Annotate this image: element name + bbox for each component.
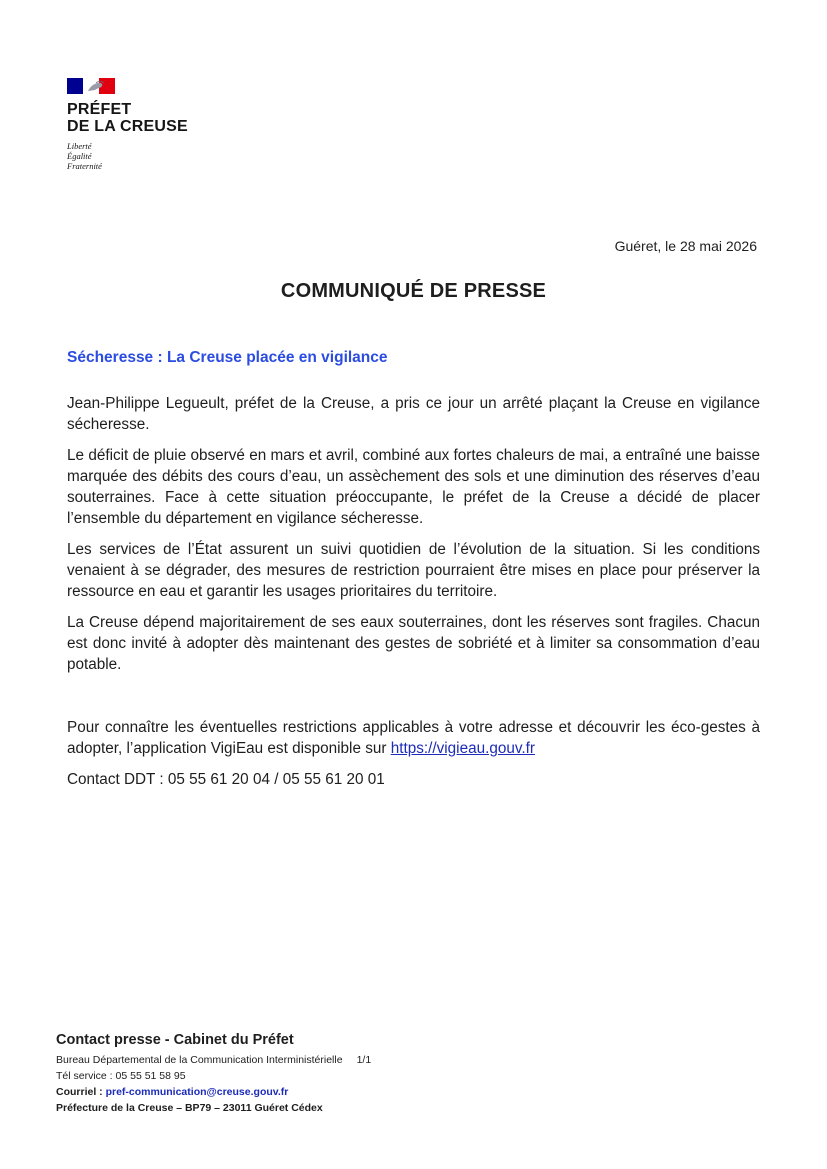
footer-courriel-label: Courriel : <box>56 1086 106 1098</box>
marianne-logo <box>86 80 108 92</box>
document-title: COMMUNIQUÉ DE PRESSE <box>280 280 547 302</box>
footer-address: Préfecture de la Creuse – BP79 – 23011 Guéret Cédex <box>56 1102 323 1114</box>
page-number: 1/1 <box>356 1054 372 1066</box>
devise-liberte: Liberté <box>67 141 92 151</box>
devise <box>67 141 188 171</box>
paragraph-3: Les services de l’État assurent un suivi quotidien de l’évolution de la situation. Si les conditions venaient à se dégrader, des mesures de restriction pourraient être mises en place pour préserver la ressource en eau et garantir les usages prioritaires du territoire. <box>67 541 760 600</box>
footer-email-link[interactable]: pref-communication@creuse.gouv.fr <box>105 1086 289 1098</box>
footer-courriel-line <box>56 1084 371 1100</box>
footer-tel: Tél service : 05 55 51 58 95 <box>56 1070 186 1082</box>
prefet-label: PRÉFET <box>67 101 132 118</box>
footer-bureau-line <box>56 1052 371 1068</box>
footer-bureau: Bureau Départemental de la Communication Interministérielle <box>56 1054 343 1066</box>
vigieau-text: Pour connaître les éventuelles restrictions applicables à votre adresse et découvrir les éco-gestes à adopter, l’application VigiEau est disponible sur <box>67 719 760 757</box>
devise-egalite: Égalité <box>67 151 92 161</box>
press-subtitle: Sécheresse : La Creuse placée en vigilance <box>67 349 388 366</box>
prefecture-logo <box>67 78 188 171</box>
contact-ddt: Contact DDT : 05 55 61 20 04 / 05 55 61 20 01 <box>67 771 385 788</box>
paragraph-4: La Creuse dépend majoritairement de ses eaux souterraines, dont les réserves sont fragiles. Chacun est donc invité à adopter dès maintenant des gestes de sobriété et à limiter sa consommation d’eau potable. <box>67 614 760 673</box>
vigieau-paragraph <box>67 717 760 759</box>
vigieau-link[interactable]: https://vigieau.gouv.fr <box>390 740 535 757</box>
devise-fraternite: Fraternité <box>67 161 102 171</box>
footer-title: Contact presse - Cabinet du Préfet <box>56 1032 294 1048</box>
paragraph-1: Jean-Philippe Legueult, préfet de la Creuse, a pris ce jour un arrêté plaçant la Creuse en vigilance sécheresse. <box>67 395 760 433</box>
footer <box>56 1032 371 1116</box>
press-body <box>67 393 760 800</box>
department-label: DE LA CREUSE <box>67 118 188 135</box>
paragraph-2: Le déficit de pluie observé en mars et avril, combiné aux fortes chaleurs de mai, a entraîné une baisse marquée des débits des cours d’eau, un assèchement des sols et une diminution des réserves d’eau souterraines. Face à cette situation préoccupante, le préfet de la Creuse a décidé de placer l’ensemble du département en vigilance sécheresse. <box>67 447 760 527</box>
document-date: Guéret, le 28 mai 2026 <box>614 238 757 254</box>
french-flag-icon <box>67 78 115 94</box>
